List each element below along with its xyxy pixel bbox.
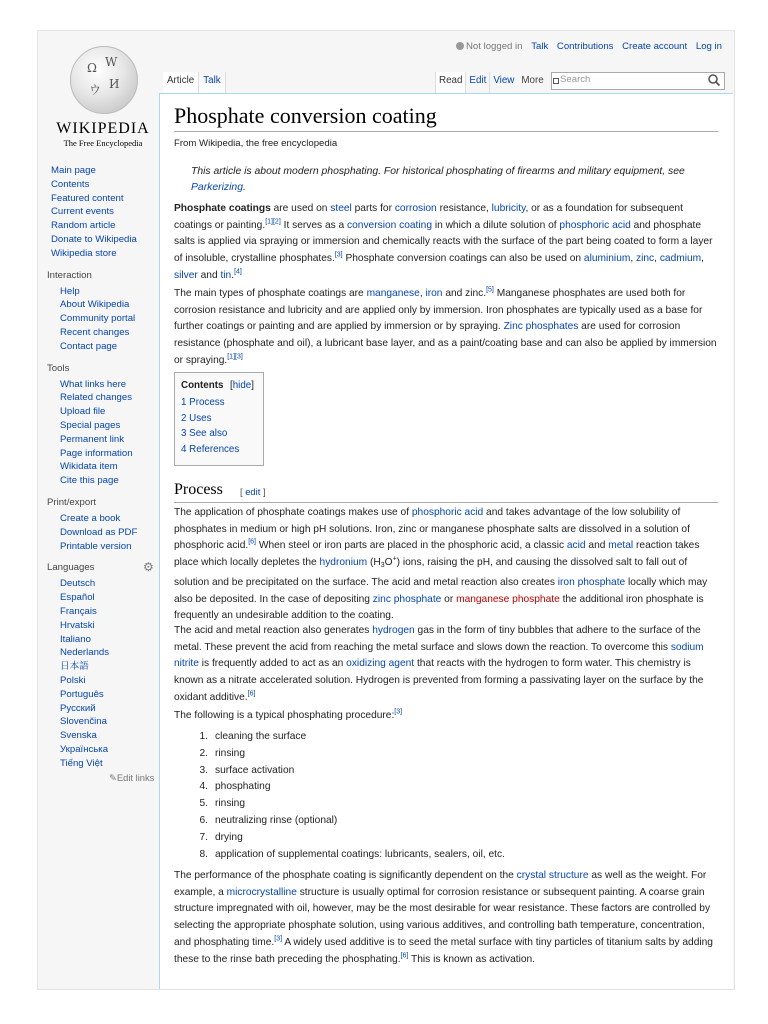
sidebar-language-item[interactable]: Русский [60, 702, 96, 714]
article-link[interactable]: [1] [265, 218, 273, 226]
procedure-list [191, 729, 505, 863]
procedure-intro: The following is a typical phosphating procedure:[3] [174, 708, 403, 721]
sidebar-print-item[interactable]: Download as PDF [60, 526, 138, 538]
article-link[interactable]: phosphoric acid [559, 219, 631, 231]
parkerizing-link[interactable]: Parkerizing [191, 182, 243, 193]
sidebar [47, 164, 159, 785]
puzzle-globe-icon: Ω W И ウ [70, 46, 138, 114]
article-link[interactable]: metal [608, 540, 634, 552]
process-paragraph-2: The acid and metal reaction also generates hydrogen gas in the form of tiny bubbles that adhere to the surface of the metal. These prevent the acid from reaching the metal surface and slows down the reaction. To overcome this sodium nitrite is frequently added to act as an oxidizing agent that reacts with the hydrogen to form water. This chemistry is known as a nitrate accelerated solution. Hydrogen is prevented from forming a passivating layer on the surface by the oxidant additive.[6] [174, 625, 704, 703]
list-item: 5. rinsing [199, 798, 246, 810]
sidebar-main-nav [47, 164, 159, 261]
article-link[interactable]: aluminium [583, 253, 631, 265]
not-logged-in: Not logged in [456, 41, 523, 52]
sidebar-language-item[interactable]: Deutsch [60, 578, 96, 590]
toc-item[interactable]: 4 References [181, 443, 240, 455]
sidebar-language-item[interactable]: Español [60, 592, 95, 604]
edit-links[interactable]: ✎Edit links [109, 772, 155, 784]
article-link[interactable]: hydrogen [372, 625, 415, 636]
article-link[interactable]: [2] [272, 218, 281, 226]
section-divider [174, 502, 718, 503]
article-link[interactable]: microcrystalline [226, 886, 297, 898]
list-item: 4. phosphating [199, 781, 271, 793]
toc-hide-toggle[interactable]: [hide] [230, 380, 254, 391]
article-link[interactable]: manganese [366, 288, 420, 299]
sidebar-tool-item[interactable]: Permanent link [60, 433, 124, 445]
article-link[interactable]: oxidizing agent [346, 658, 415, 670]
search-box [551, 72, 725, 90]
user-icon [456, 42, 464, 50]
article-link[interactable]: [3] [235, 353, 243, 361]
search-icon[interactable] [707, 73, 721, 87]
link-steel[interactable]: steel [330, 203, 352, 214]
article-link[interactable]: [6] [247, 690, 256, 698]
table-of-contents [174, 372, 264, 466]
sidebar-tool-item[interactable]: Wikidata item [60, 461, 118, 473]
article-link[interactable]: [1] [227, 353, 236, 361]
sidebar-languages [47, 561, 159, 785]
article-link[interactable]: acid [566, 540, 586, 552]
tab-article[interactable]: Article [163, 72, 199, 93]
article-link[interactable]: tin [220, 269, 232, 281]
page-title: Phosphate conversion coating [174, 103, 437, 128]
hatnote: This article is about modern phosphating. For historical phosphating of firearms and military equipment, see Parkerizing. [191, 166, 685, 193]
sidebar-nav-item[interactable]: Donate to Wikipedia [51, 233, 137, 245]
namespace-tabs [163, 72, 226, 93]
sidebar-language-item[interactable]: Nederlands [60, 647, 110, 659]
sidebar-language-item[interactable]: Polski [60, 674, 86, 686]
article-link[interactable]: conversion coating [347, 219, 432, 231]
process-paragraph-3: The performance of the phosphate coating is significantly dependent on the crystal structure as well as the weight. For example, a microcrystalline structure is usually optimal for corrosion resistance or subsequent painting. A coarse grain structure impregnated with oil, however, may be the most desirable for wear resistance. These factors are controlled by selecting the appropriate phosphate solution, using various additives, and controlling bath temperature, concentration, and phosphating time.[3] A widely used additive is to seed the metal surface with tiny particles of titanium salts by adding these to the rinse bath preceding the phosphating.[6] This is known as activation. [174, 870, 713, 965]
sidebar-language-item[interactable]: 日本語 [60, 661, 89, 673]
sidebar-nav-item[interactable]: Main page [51, 165, 96, 176]
link-corrosion[interactable]: corrosion [394, 203, 437, 214]
lead-paragraph-2: The main types of phosphate coatings are manganese, iron and zinc.[5] Manganese phosphates are used both for corrosion resistance and lubricity and are applied only by immersion. Iron phosphates are typically used as a base for further coatings or painting and are applied by immersion or by spraying. Zinc phosphates are used for corrosion resistance (phosphate and oil), a lubricant base layer, and as a paint/coating base and can also be applied by immersion or spraying.[1][3] [174, 286, 717, 366]
article-link[interactable]: zinc [636, 253, 655, 265]
view-tabs [435, 72, 546, 93]
sidebar-language-item[interactable]: Hrvatski [60, 619, 95, 631]
process-paragraph-1: The application of phosphate coatings makes use of phosphoric acid and takes advantage of the low solubility of phosphates in medium or high pH solutions. Iron, zinc or manganese phosphate salts are dissolved in a solution of phosphoric acid.[6] When steel or iron parts are placed in the phosphoric acid, a classic acid and metal reaction takes place which locally depletes the hydronium $(H_3O^+)$ ions, raising the pH, and causing the dissolved salt to fall out of solution and be precipitated on the surface. The acid and metal reaction also creates iron phosphate locally which may also be deposited. In the case of depositing zinc phosphate or manganese phosphate the additional iron phosphate is frequently an undesirable addition to the coating. [174, 507, 708, 622]
sidebar-tool-item[interactable]: Page information [60, 447, 133, 459]
sidebar-interaction-item[interactable]: About Wikipedia [60, 299, 130, 311]
gear-icon[interactable]: ⚙ [143, 560, 154, 575]
more-menu[interactable]: More [521, 75, 544, 86]
article-link[interactable]: [6] [248, 539, 256, 547]
article-link[interactable]: iron phosphate [557, 576, 626, 588]
site-tagline: From Wikipedia, the free encyclopedia [174, 138, 338, 149]
sidebar-tools [47, 362, 159, 488]
list-item: 2. rinsing [199, 747, 246, 759]
sidebar-language-item[interactable]: Português [60, 688, 104, 700]
sidebar-interaction-item[interactable]: Recent changes [60, 326, 130, 338]
print-heading: Print/export [47, 496, 97, 508]
title-divider [174, 131, 718, 132]
article-link[interactable]: [3] [334, 251, 343, 259]
sidebar-language-item[interactable]: Italiano [60, 633, 91, 645]
sidebar-print [47, 496, 159, 553]
article-link[interactable]: zinc phosphate [372, 593, 442, 605]
sidebar-nav-item[interactable]: Current events [51, 206, 114, 218]
article-link[interactable]: sodium nitrite [174, 641, 704, 670]
interaction-heading: Interaction [47, 269, 92, 281]
tools-heading: Tools [47, 362, 70, 374]
logo-wordmark: WIKIPEDIA [56, 120, 150, 137]
sidebar-print-item[interactable]: Printable version [60, 540, 132, 552]
search-dropdown-icon [553, 78, 559, 84]
article-link[interactable]: Zinc phosphates [503, 321, 579, 333]
sidebar-nav-item[interactable]: Wikipedia store [51, 247, 117, 259]
sidebar-interaction-item[interactable]: Help [60, 285, 80, 297]
contributions-link[interactable]: Contributions [556, 41, 614, 52]
sidebar-print-item[interactable]: Create a book [60, 512, 121, 524]
sidebar-interaction-item[interactable]: Contact page [60, 340, 118, 352]
tab-read[interactable]: Read [435, 72, 465, 93]
list-item: 3. surface activation [199, 764, 295, 776]
tab-edit[interactable]: Edit [465, 72, 489, 93]
article-link[interactable]: iron [425, 288, 443, 299]
sidebar-nav-item[interactable]: Featured content [51, 192, 124, 204]
article-link[interactable]: cadmium [659, 253, 702, 265]
article-link[interactable]: [4] [234, 268, 242, 276]
search-input[interactable] [560, 74, 700, 85]
article-link[interactable]: silver [174, 269, 198, 281]
sidebar-language-item[interactable]: Français [60, 605, 97, 617]
article-link[interactable]: hydronium [319, 557, 368, 569]
sidebar-tool-item[interactable]: Upload file [60, 406, 106, 418]
list-item: 6. neutralizing rinse (optional) [199, 814, 338, 826]
sidebar-interaction-item[interactable]: Community portal [60, 313, 136, 325]
sidebar-interaction [47, 269, 159, 354]
logo-tagline: The Free Encyclopedia [63, 138, 143, 148]
personal-tools [450, 41, 722, 52]
edit-section-process[interactable]: [ edit ] [240, 486, 266, 497]
sidebar-tool-item[interactable]: Cite this page [60, 475, 119, 487]
tab-view-history[interactable]: View [489, 72, 517, 93]
languages-heading: Languages [47, 562, 95, 574]
sidebar-language-item[interactable]: Svenska [60, 730, 97, 742]
article-link[interactable]: [3] [394, 708, 403, 716]
sidebar-tool-item[interactable]: What links here [60, 378, 127, 390]
article-link[interactable]: [3] [274, 935, 283, 943]
list-item: 1. cleaning the surface [199, 731, 307, 742]
list-item: 8. application of supplemental coatings: lubricants, sealers, oil, etc. [199, 848, 505, 860]
sidebar-nav-item[interactable]: Random article [51, 220, 116, 232]
section-heading-process: Process [174, 481, 223, 498]
toc-item[interactable]: 3 See also [181, 428, 228, 439]
toc-title: Contents [181, 380, 224, 391]
article-link[interactable]: [5] [486, 286, 494, 294]
sidebar-tool-item[interactable]: Special pages [60, 419, 121, 431]
sidebar-nav-item[interactable]: Contents [51, 178, 90, 190]
article-link[interactable]: phosphoric acid [411, 507, 484, 518]
tab-talk[interactable]: Talk [199, 72, 225, 93]
list-item: 7. drying [199, 831, 243, 843]
toc-item[interactable]: 1 Process [181, 397, 225, 408]
talk-link[interactable]: Talk [531, 41, 549, 52]
sidebar-tool-item[interactable]: Related changes [60, 392, 133, 404]
wikipedia-logo[interactable] [48, 38, 158, 158]
lead-paragraph-1: Phosphate coatings are used on steel parts for corrosion resistance, lubricity, or as a foundation for subsequent coatings or painting.[1][2] It serves as a conversion coating in which a dilute solution of phosphoric acid and phosphate salts is applied via spraying or immersion and chemically reacts with the surface of the part being coated to form a layer of insoluble, crystalline phosphates.[3] Phosphate conversion coatings can also be used on aluminium, zinc, cadmium, silver and tin.[4] [174, 203, 713, 281]
log-in-link[interactable]: Log in [695, 41, 722, 52]
toc-item[interactable]: 2 Uses [181, 412, 212, 424]
sidebar-language-item[interactable]: Tiếng Việt [60, 757, 103, 769]
link-lubricity[interactable]: lubricity [491, 203, 526, 214]
article-link[interactable]: crystal structure [516, 870, 589, 881]
sidebar-language-item[interactable]: Slovenčina [60, 716, 107, 728]
article-link[interactable]: [6] [400, 952, 409, 960]
create-account-link[interactable]: Create account [622, 41, 688, 52]
sidebar-language-item[interactable]: Українська [60, 743, 109, 755]
